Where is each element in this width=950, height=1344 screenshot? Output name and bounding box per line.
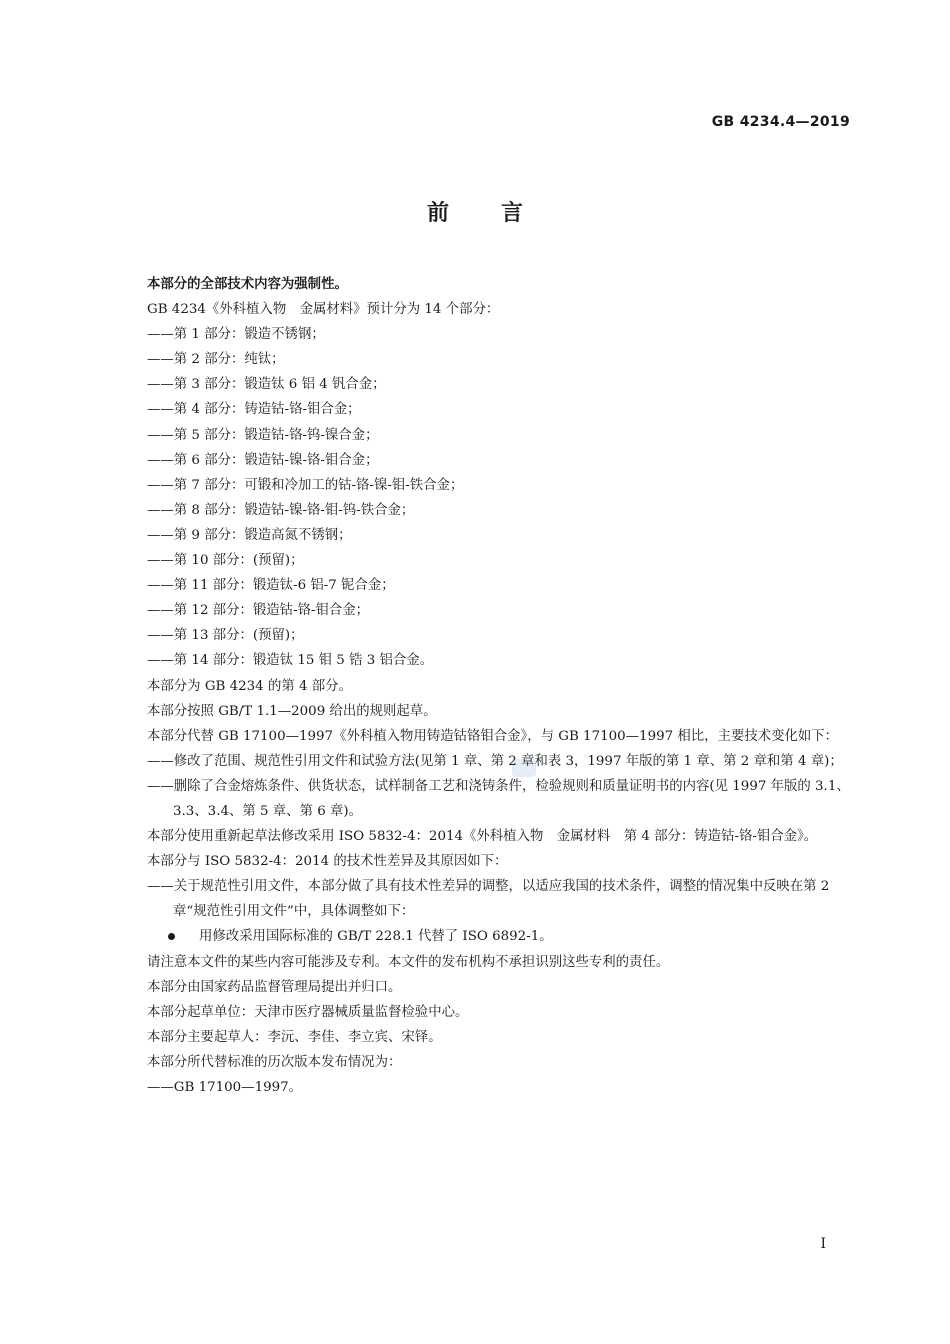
- part-item: ——第 10 部分：(预留)；: [147, 553, 304, 569]
- paragraph: 本部分与 ISO 5832-4：2014 的技术性差异及其原因如下：: [147, 854, 508, 870]
- part-item: ——第 13 部分：(预留)；: [147, 628, 304, 644]
- history-item: ——GB 17100—1997。: [147, 1080, 303, 1095]
- bullet-icon: [168, 933, 175, 940]
- paragraph: 本部分按照 GB/T 1.1—2009 给出的规则起草。: [147, 703, 437, 719]
- part-item: ——第 6 部分：锻造钴-镍-铬-钼合金；: [147, 452, 379, 468]
- paragraph: 本部分为 GB 4234 的第 4 部分。: [147, 678, 352, 694]
- part-item: ——第 1 部分：锻造不锈钢；: [147, 327, 325, 343]
- parts-intro: GB 4234《外科植入物 金属材料》预计分为 14 个部分：: [147, 302, 500, 318]
- part-item: ——第 8 部分：锻造钴-镍-铬-钼-钨-铁合金；: [147, 502, 415, 518]
- page-title: 前言: [426, 201, 575, 226]
- part-item: ——第 11 部分：锻造钛-6 铝-7 铌合金；: [147, 578, 395, 594]
- paragraph: 本部分所代替标准的历次版本发布情况为：: [147, 1054, 402, 1070]
- part-item: ——第 3 部分：锻造钛 6 铝 4 钒合金；: [147, 377, 386, 393]
- paragraph: 本部分主要起草人：李沅、李佳、李立宾、宋铎。: [147, 1029, 442, 1045]
- part-item: ——第 2 部分：纯钛；: [147, 352, 285, 368]
- paragraph: 本部分起草单位：天津市医疗器械质量监督检验中心。: [147, 1004, 469, 1020]
- part-item: ——第 7 部分：可锻和冷加工的钴-铬-镍-钼-铁合金；: [147, 477, 464, 493]
- part-item: ——第 12 部分：锻造钴-铬-钼合金；: [147, 603, 370, 619]
- bullet-text: 用修改采用国际标准的 GB/T 228.1 代替了 ISO 6892-1。: [199, 929, 553, 945]
- paragraph: 本部分由国家药品监督管理局提出并归口。: [147, 979, 402, 995]
- difference-item: ——关于规范性引用文件，本部分做了具有技术性差异的调整，以适应我国的技术条件，调整的情况集中反映在第 2 章“规范性引用文件”中，具体调整如下：: [147, 879, 830, 920]
- part-item: ——第 9 部分：锻造高氮不锈钢；: [147, 527, 352, 543]
- paragraph: 请注意本文件的某些内容可能涉及专利。本文件的发布机构不承担识别这些专利的责任。: [147, 954, 670, 970]
- difference-bullet: [114, 924, 850, 949]
- change-item: ——修改了范围、规范性引用文件和试验方法(见第 1 章、第 2 章和表 3，1997 年版的第 1 章、第 2 章和第 4 章)；: [147, 753, 843, 769]
- part-item: ——第 14 部分：锻造钛 15 钼 5 锆 3 铝合金。: [147, 653, 434, 669]
- part-item: ——第 5 部分：锻造钴-铬-钨-镍合金；: [147, 427, 379, 443]
- page-number: I: [820, 1236, 826, 1252]
- foreword-body: [114, 272, 850, 1100]
- paragraph: 本部分使用重新起草法修改采用 ISO 5832-4：2014《外科植入物 金属材料 第 4 部分：铸造钴-铬-钼合金》。: [147, 829, 818, 845]
- standard-number: GB 4234.4—2019: [711, 114, 850, 130]
- mandatory-statement: 本部分的全部技术内容为强制性。: [147, 277, 348, 292]
- part-item: ——第 4 部分：铸造钴-铬-钼合金；: [147, 402, 361, 418]
- paragraph: 本部分代替 GB 17100—1997《外科植入物用铸造钴铬钼合金》，与 GB 17100—1997 相比，主要技术变化如下：: [147, 728, 839, 744]
- change-item: ——删除了合金熔炼条件、供货状态，试样制备工艺和浇铸条件，检验规则和质量证明书的内容(见 1997 年版的 3.1、3.3、3.4、第 5 章、第 6 章)。: [147, 778, 850, 819]
